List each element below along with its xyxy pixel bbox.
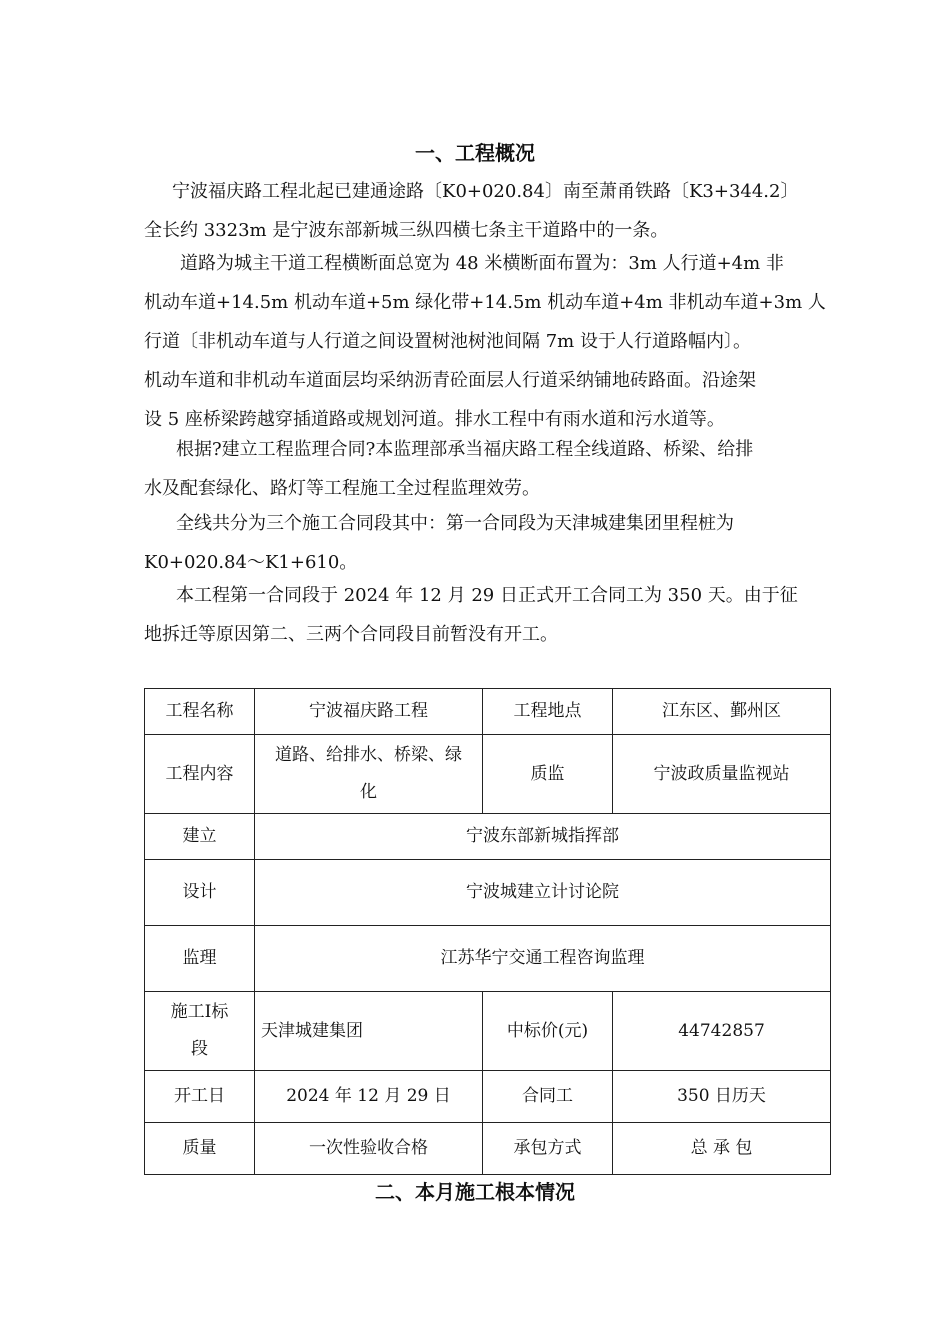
- table-cell: [255, 735, 483, 814]
- table-cell: [145, 992, 255, 1071]
- table-cell: 宁波城建立计讨论院: [255, 860, 831, 926]
- cell-line: 施工Ⅰ标: [170, 1002, 229, 1022]
- table-cell: 350 日历天: [613, 1071, 831, 1123]
- text-line: 本工程第一合同段于 2024 年 12 月 29 日正式开工合同工为 350 天。由于征: [176, 585, 798, 606]
- table-cell: 质量: [145, 1123, 255, 1175]
- table-cell: 设计: [145, 860, 255, 926]
- table-cell: 2024 年 12 月 29 日: [255, 1071, 483, 1123]
- table-cell: 宁波福庆路工程: [255, 689, 483, 735]
- text-line: K0+020.84～K1+610。: [144, 552, 358, 573]
- table-row: [145, 735, 831, 814]
- table-cell: 质监: [483, 735, 613, 814]
- table-cell: 合同工: [483, 1071, 613, 1123]
- paragraph-start: [144, 576, 834, 654]
- table-cell: 一次性验收合格: [255, 1123, 483, 1175]
- cell-line: 道路、给排水、桥梁、绿: [275, 745, 462, 765]
- table-cell: 开工日: [145, 1071, 255, 1123]
- table-cell: 工程内容: [145, 735, 255, 814]
- table-row: [145, 926, 831, 992]
- text-line: 全线共分为三个施工合同段其中：第一合同段为天津城建集团里程桩为: [176, 513, 734, 534]
- table-cell: 工程地点: [483, 689, 613, 735]
- text-line: 根据?建立工程监理合同?本监理部承当福庆路工程全线道路、桥梁、给排: [176, 439, 754, 460]
- paragraph-sections: [144, 504, 834, 582]
- text-line: 行道〔非机动车道与人行道之间设置树池树池间隔 7m 设于人行道路幅内〕。: [144, 331, 751, 352]
- paragraph-intro: [144, 172, 834, 250]
- table-row: [145, 689, 831, 735]
- text-line: 道路为城主干道工程横断面总宽为 48 米横断面布置为：3m 人行道+4m 非: [180, 253, 784, 274]
- section-heading-monthly: 二、本月施工根本情况: [375, 1180, 575, 1204]
- table-row: [145, 1123, 831, 1175]
- cell-line: 段: [191, 1039, 208, 1059]
- table-row: [145, 992, 831, 1071]
- text-line: 设 5 座桥梁跨越穿插道路或规划河道。排水工程中有雨水道和污水道等。: [144, 409, 725, 430]
- paragraph-contract: [144, 430, 834, 508]
- text-line: 全长约 3323m 是宁波东部新城三纵四横七条主干道路中的一条。: [144, 220, 669, 241]
- text-line: 机动车道和非机动车道面层均采纳沥青砼面层人行道采纳铺地砖路面。沿途架: [144, 370, 756, 391]
- table-cell: 江东区、鄞州区: [613, 689, 831, 735]
- table-cell: 中标价(元): [483, 992, 613, 1071]
- table-cell: 44742857: [613, 992, 831, 1071]
- table-cell: 宁波政质量监视站: [613, 735, 831, 814]
- paragraph-cross-section: [144, 244, 834, 439]
- table-row: [145, 1071, 831, 1123]
- project-info-table: [144, 688, 831, 1175]
- cell-line: 化: [360, 782, 377, 802]
- table-cell: 天津城建集团: [255, 992, 483, 1071]
- text-line: 机动车道+14.5m 机动车道+5m 绿化带+14.5m 机动车道+4m 非机动车道+3m 人: [144, 292, 826, 313]
- text-line: 宁波福庆路工程北起已建通途路〔K0+020.84〕南至萧甬铁路〔K3+344.2〕: [172, 181, 799, 202]
- section-heading-overview: 一、工程概况: [415, 141, 535, 165]
- table-cell: 总 承 包: [613, 1123, 831, 1175]
- table-cell: 监理: [145, 926, 255, 992]
- table-cell: 江苏华宁交通工程咨询监理: [255, 926, 831, 992]
- table-cell: 工程名称: [145, 689, 255, 735]
- table-cell: 建立: [145, 814, 255, 860]
- text-line: 水及配套绿化、路灯等工程施工全过程监理效劳。: [144, 478, 540, 499]
- table-row: [145, 860, 831, 926]
- table-cell: 承包方式: [483, 1123, 613, 1175]
- text-line: 地拆迁等原因第二、三两个合同段目前暂没有开工。: [144, 624, 558, 645]
- table-cell: 宁波东部新城指挥部: [255, 814, 831, 860]
- table-row: [145, 814, 831, 860]
